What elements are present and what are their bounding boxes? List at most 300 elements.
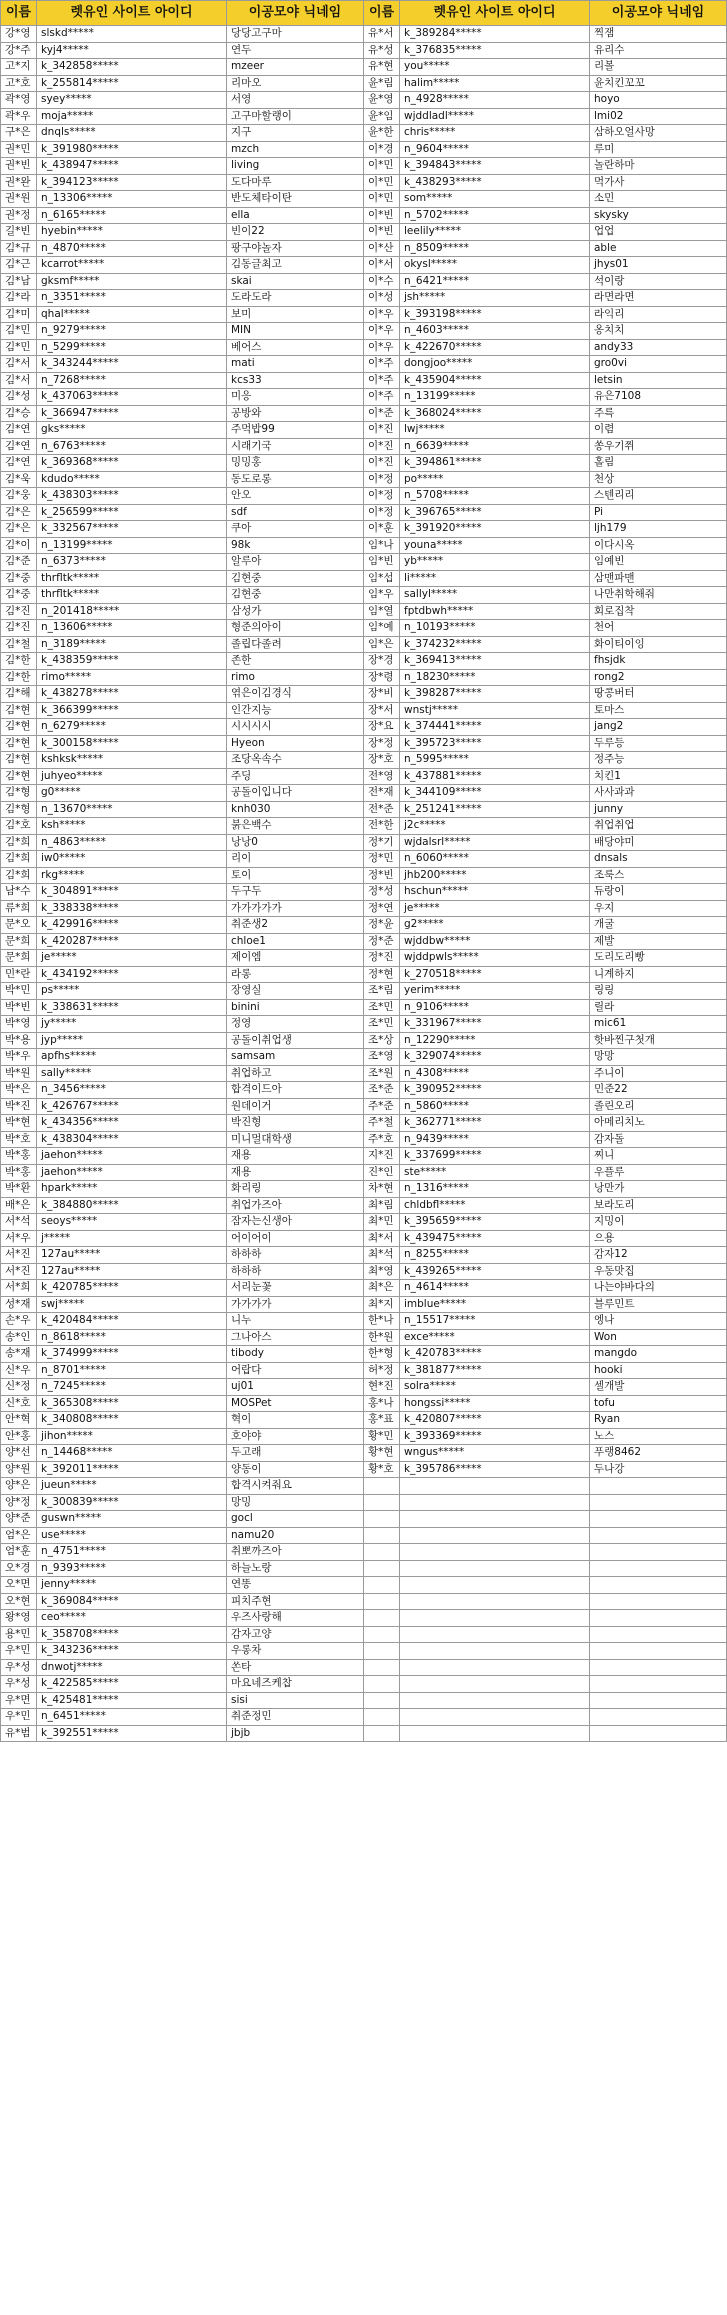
cell-name-right — [364, 1494, 400, 1511]
cell-name-left: 김*준 — [1, 554, 37, 571]
cell-id-right — [400, 1709, 590, 1726]
cell-nick-left: tibody — [227, 1346, 364, 1363]
cell-id-right: chldbfl***** — [400, 1197, 590, 1214]
cell-name-right: 임*섭 — [364, 570, 400, 587]
cell-name-left: 박*은 — [1, 1082, 37, 1099]
cell-id-left: k_422585***** — [37, 1676, 227, 1693]
cell-name-right: 진*인 — [364, 1164, 400, 1181]
cell-id-left: rkg***** — [37, 867, 227, 884]
table-row — [1, 851, 727, 868]
cell-nick-left: 화리링 — [227, 1181, 364, 1198]
cell-name-right: 이*경 — [364, 141, 400, 158]
cell-name-left: 오*면 — [1, 1577, 37, 1594]
cell-nick-left: samsam — [227, 1049, 364, 1066]
cell-nick-right: 감자12 — [590, 1247, 727, 1264]
cell-nick-left: 연두 — [227, 42, 364, 59]
cell-nick-right: 듀랑이 — [590, 884, 727, 901]
cell-name-right: 이*서 — [364, 257, 400, 274]
table-row — [1, 686, 727, 703]
cell-name-right: 임*열 — [364, 603, 400, 620]
cell-id-left: guswn***** — [37, 1511, 227, 1528]
cell-id-right: k_422670***** — [400, 339, 590, 356]
cell-name-left: 신*정 — [1, 1379, 37, 1396]
table-row — [1, 356, 727, 373]
cell-name-right: 정*윤 — [364, 917, 400, 934]
cell-nick-left: 형준의아이 — [227, 620, 364, 637]
cell-nick-left: mzeer — [227, 59, 364, 76]
table-row — [1, 1016, 727, 1033]
cell-id-left: dnqls***** — [37, 125, 227, 142]
cell-nick-left: 하하하 — [227, 1263, 364, 1280]
cell-name-right: 임*빈 — [364, 554, 400, 571]
cell-id-right: k_395723***** — [400, 735, 590, 752]
cell-nick-left: 베어스 — [227, 339, 364, 356]
cell-name-left: 류*희 — [1, 900, 37, 917]
cell-id-right: g2***** — [400, 917, 590, 934]
cell-nick-right: 회로집착 — [590, 603, 727, 620]
cell-name-left: 김*철 — [1, 636, 37, 653]
cell-nick-right: 나는야바다의 — [590, 1280, 727, 1297]
cell-nick-left: 지구 — [227, 125, 364, 142]
cell-id-left: k_369084***** — [37, 1593, 227, 1610]
cell-name-right: 정*현 — [364, 966, 400, 983]
cell-id-left: jueun***** — [37, 1478, 227, 1495]
cell-id-right: n_4928***** — [400, 92, 590, 109]
cell-id-right — [400, 1511, 590, 1528]
cell-id-left: k_374999***** — [37, 1346, 227, 1363]
cell-id-right: leelily***** — [400, 224, 590, 241]
table-row — [1, 1511, 727, 1528]
cell-id-left: k_304891***** — [37, 884, 227, 901]
cell-name-left: 박*우 — [1, 1049, 37, 1066]
cell-name-left: 문*희 — [1, 950, 37, 967]
cell-name-left: 안*홍 — [1, 1428, 37, 1445]
cell-nick-right: 홀림 — [590, 455, 727, 472]
cell-name-left: 박*홍 — [1, 1164, 37, 1181]
cell-nick-left: 잠자는신생아 — [227, 1214, 364, 1231]
cell-name-right — [364, 1725, 400, 1742]
cell-id-right: k_329074***** — [400, 1049, 590, 1066]
cell-nick-right: 블루민트 — [590, 1296, 727, 1313]
cell-nick-right: jhys01 — [590, 257, 727, 274]
cell-name-left: 김*한 — [1, 653, 37, 670]
table-row — [1, 653, 727, 670]
cell-name-right — [364, 1610, 400, 1627]
cell-nick-right: 사사과과 — [590, 785, 727, 802]
cell-nick-right: 찌니 — [590, 1148, 727, 1165]
cell-name-right: 조*원 — [364, 1065, 400, 1082]
cell-id-right: dongjoo***** — [400, 356, 590, 373]
cell-nick-left: 밍밍홍 — [227, 455, 364, 472]
cell-name-left: 김*현 — [1, 752, 37, 769]
cell-name-left: 김*현 — [1, 735, 37, 752]
cell-nick-left: mzch — [227, 141, 364, 158]
cell-name-right: 이*빈 — [364, 224, 400, 241]
cell-id-right: sallyl***** — [400, 587, 590, 604]
cell-name-left: 양*준 — [1, 1511, 37, 1528]
cell-name-right: 이*산 — [364, 240, 400, 257]
cell-name-right: 이*정 — [364, 471, 400, 488]
cell-name-right — [364, 1643, 400, 1660]
cell-name-right: 장*요 — [364, 719, 400, 736]
cell-id-right: n_6639***** — [400, 438, 590, 455]
cell-name-right: 임*은 — [364, 636, 400, 653]
cell-id-right: n_15517***** — [400, 1313, 590, 1330]
cell-id-left: je***** — [37, 950, 227, 967]
cell-name-left: 김*연 — [1, 455, 37, 472]
cell-id-left: qhal***** — [37, 306, 227, 323]
cell-id-left: k_394123***** — [37, 174, 227, 191]
table-row — [1, 950, 727, 967]
cell-nick-right: 릴라 — [590, 999, 727, 1016]
cell-name-right: 조*민 — [364, 1016, 400, 1033]
cell-nick-right — [590, 1626, 727, 1643]
cell-name-left: 김*서 — [1, 372, 37, 389]
cell-nick-left: 하늘노랑 — [227, 1560, 364, 1577]
cell-nick-right: 푸랭8462 — [590, 1445, 727, 1462]
cell-name-left: 서*진 — [1, 1247, 37, 1264]
cell-id-left: k_366947***** — [37, 405, 227, 422]
cell-id-left: k_384880***** — [37, 1197, 227, 1214]
table-row — [1, 768, 727, 785]
cell-nick-right: 유리수 — [590, 42, 727, 59]
table-row — [1, 108, 727, 125]
table-row — [1, 521, 727, 538]
cell-nick-right: able — [590, 240, 727, 257]
cell-id-left: n_6165***** — [37, 207, 227, 224]
cell-name-right: 이*진 — [364, 438, 400, 455]
cell-name-left: 김*중 — [1, 570, 37, 587]
header-nick-right: 이공모야 닉네임 — [590, 1, 727, 26]
cell-name-left: 손*우 — [1, 1313, 37, 1330]
cell-nick-left: rimo — [227, 669, 364, 686]
cell-nick-right: 우동맛집 — [590, 1263, 727, 1280]
cell-nick-right: 먹가사 — [590, 174, 727, 191]
cell-name-right — [364, 1626, 400, 1643]
cell-name-left: 문*오 — [1, 917, 37, 934]
cell-id-right: hongssi***** — [400, 1395, 590, 1412]
cell-nick-right: 조룩스 — [590, 867, 727, 884]
cell-nick-left: 당당고구마 — [227, 26, 364, 43]
table-row — [1, 818, 727, 835]
cell-name-left: 곽*영 — [1, 92, 37, 109]
cell-name-right: 한*형 — [364, 1346, 400, 1363]
cell-nick-left: binini — [227, 999, 364, 1016]
cell-id-right: n_9439***** — [400, 1131, 590, 1148]
cell-name-right: 유*서 — [364, 26, 400, 43]
cell-name-left: 김*형 — [1, 801, 37, 818]
cell-id-right: n_13199***** — [400, 389, 590, 406]
cell-id-right — [400, 1676, 590, 1693]
cell-nick-left: 쿠아 — [227, 521, 364, 538]
cell-nick-right: 민준22 — [590, 1082, 727, 1099]
cell-nick-right: 링링 — [590, 983, 727, 1000]
cell-id-left: k_340808***** — [37, 1412, 227, 1429]
cell-name-left: 김*한 — [1, 669, 37, 686]
cell-nick-left: mati — [227, 356, 364, 373]
cell-nick-right: 보라도리 — [590, 1197, 727, 1214]
cell-nick-left: 그나아스 — [227, 1329, 364, 1346]
cell-id-right: k_395659***** — [400, 1214, 590, 1231]
cell-id-right: n_5995***** — [400, 752, 590, 769]
cell-id-left: juhyeo***** — [37, 768, 227, 785]
table-row — [1, 570, 727, 587]
cell-name-left: 권*완 — [1, 174, 37, 191]
header-id-left: 렛유인 사이트 아이디 — [37, 1, 227, 26]
cell-id-left: k_437063***** — [37, 389, 227, 406]
cell-name-right: 주*준 — [364, 1098, 400, 1115]
table-row — [1, 1461, 727, 1478]
cell-nick-left: 서리눈꽃 — [227, 1280, 364, 1297]
cell-name-left: 배*은 — [1, 1197, 37, 1214]
cell-id-right: k_437881***** — [400, 768, 590, 785]
cell-name-right: 조*영 — [364, 1049, 400, 1066]
cell-nick-right: 으용 — [590, 1230, 727, 1247]
cell-id-right: k_368024***** — [400, 405, 590, 422]
cell-name-left: 김*민 — [1, 323, 37, 340]
cell-nick-left: 제이엠 — [227, 950, 364, 967]
cell-id-left: syey***** — [37, 92, 227, 109]
cell-name-left: 문*희 — [1, 933, 37, 950]
cell-name-left: 박*홍 — [1, 1148, 37, 1165]
cell-name-right: 장*정 — [364, 735, 400, 752]
cell-name-right: 장*경 — [364, 653, 400, 670]
cell-name-right: 이*주 — [364, 389, 400, 406]
cell-id-left: n_6373***** — [37, 554, 227, 571]
table-row — [1, 1280, 727, 1297]
cell-id-left: k_332567***** — [37, 521, 227, 538]
cell-name-left: 양*선 — [1, 1445, 37, 1462]
cell-name-right — [364, 1692, 400, 1709]
cell-nick-left: sdf — [227, 504, 364, 521]
cell-nick-right: 졸린오리 — [590, 1098, 727, 1115]
cell-name-right — [364, 1577, 400, 1594]
table-row — [1, 141, 727, 158]
cell-id-left: k_438304***** — [37, 1131, 227, 1148]
cell-id-left: gksmf***** — [37, 273, 227, 290]
table-row — [1, 1395, 727, 1412]
cell-id-left: n_3456***** — [37, 1082, 227, 1099]
cell-nick-right: 이다시옥 — [590, 537, 727, 554]
cell-name-left: 김*현 — [1, 768, 37, 785]
cell-nick-right: 스텐리리 — [590, 488, 727, 505]
cell-nick-left: 망밍 — [227, 1494, 364, 1511]
cell-nick-left: 취준생2 — [227, 917, 364, 934]
cell-nick-right: 유은7108 — [590, 389, 727, 406]
cell-nick-left: 도다마루 — [227, 174, 364, 191]
table-row — [1, 1296, 727, 1313]
table-row — [1, 1164, 727, 1181]
cell-nick-left: sisi — [227, 1692, 364, 1709]
cell-nick-right: skysky — [590, 207, 727, 224]
cell-nick-left: 팡구야놀자 — [227, 240, 364, 257]
cell-nick-right: 놀란하마 — [590, 158, 727, 175]
cell-id-right: n_4308***** — [400, 1065, 590, 1082]
cell-name-left: 신*우 — [1, 1362, 37, 1379]
table-row — [1, 933, 727, 950]
cell-id-left: apfhs***** — [37, 1049, 227, 1066]
cell-nick-left: 원데이거 — [227, 1098, 364, 1115]
table-row — [1, 455, 727, 472]
cell-id-right: k_396765***** — [400, 504, 590, 521]
cell-name-left: 김*남 — [1, 273, 37, 290]
cell-nick-left: 정영 — [227, 1016, 364, 1033]
cell-id-left: jaehon***** — [37, 1148, 227, 1165]
cell-id-right — [400, 1560, 590, 1577]
cell-name-right: 정*민 — [364, 851, 400, 868]
cell-nick-right: 옹치치 — [590, 323, 727, 340]
cell-id-right: k_439265***** — [400, 1263, 590, 1280]
table-row — [1, 1659, 727, 1676]
cell-id-left: k_338338***** — [37, 900, 227, 917]
cell-nick-left: 시래기국 — [227, 438, 364, 455]
cell-name-left: 구*은 — [1, 125, 37, 142]
cell-nick-right: 주니이 — [590, 1065, 727, 1082]
cell-name-right: 황*민 — [364, 1428, 400, 1445]
cell-nick-right: 제발 — [590, 933, 727, 950]
cell-name-left: 김*진 — [1, 603, 37, 620]
cell-nick-right: 도리도리빵 — [590, 950, 727, 967]
table-row — [1, 1610, 727, 1627]
cell-name-right: 윤*임 — [364, 108, 400, 125]
cell-name-right: 장*비 — [364, 686, 400, 703]
table-row — [1, 702, 727, 719]
cell-id-right: lwj***** — [400, 422, 590, 439]
cell-name-left: 김*중 — [1, 587, 37, 604]
cell-name-left: 김*희 — [1, 867, 37, 884]
cell-nick-right: 임예빈 — [590, 554, 727, 571]
cell-id-left: slskd***** — [37, 26, 227, 43]
cell-name-right: 이*정 — [364, 504, 400, 521]
table-row — [1, 1379, 727, 1396]
table-row — [1, 389, 727, 406]
cell-nick-left: 존한 — [227, 653, 364, 670]
table-row — [1, 1197, 727, 1214]
table-row — [1, 290, 727, 307]
cell-nick-left: 니누 — [227, 1313, 364, 1330]
cell-id-left: k_425481***** — [37, 1692, 227, 1709]
cell-nick-right: jang2 — [590, 719, 727, 736]
table-row — [1, 257, 727, 274]
table-row — [1, 834, 727, 851]
cell-nick-left: chloe1 — [227, 933, 364, 950]
table-row — [1, 1230, 727, 1247]
cell-id-right: k_374232***** — [400, 636, 590, 653]
cell-name-right: 이*빈 — [364, 207, 400, 224]
cell-id-left: k_420785***** — [37, 1280, 227, 1297]
cell-name-left: 김*성 — [1, 389, 37, 406]
cell-id-right — [400, 1593, 590, 1610]
cell-nick-right — [590, 1511, 727, 1528]
cell-id-left: kshksk***** — [37, 752, 227, 769]
table-row — [1, 1428, 727, 1445]
table-row — [1, 1346, 727, 1363]
cell-id-left: n_14468***** — [37, 1445, 227, 1462]
cell-name-left: 곽*우 — [1, 108, 37, 125]
cell-id-left: k_420287***** — [37, 933, 227, 950]
cell-name-left: 권*정 — [1, 207, 37, 224]
table-row — [1, 1131, 727, 1148]
table-row — [1, 587, 727, 604]
cell-id-left: ps***** — [37, 983, 227, 1000]
cell-nick-right: 취업취업 — [590, 818, 727, 835]
cell-name-right: 이*정 — [364, 488, 400, 505]
cell-id-right: n_4603***** — [400, 323, 590, 340]
cell-name-right: 이*진 — [364, 455, 400, 472]
table-row — [1, 422, 727, 439]
cell-id-left: n_7245***** — [37, 1379, 227, 1396]
cell-name-left: 안*혁 — [1, 1412, 37, 1429]
cell-id-right: n_8255***** — [400, 1247, 590, 1264]
cell-name-left: 권*민 — [1, 141, 37, 158]
cell-name-left: 유*범 — [1, 1725, 37, 1742]
cell-id-left: n_3351***** — [37, 290, 227, 307]
cell-id-right: n_12290***** — [400, 1032, 590, 1049]
table-row — [1, 1032, 727, 1049]
cell-id-left: swj***** — [37, 1296, 227, 1313]
cell-name-left: 박*빈 — [1, 999, 37, 1016]
table-row — [1, 669, 727, 686]
cell-id-right: hschun***** — [400, 884, 590, 901]
cell-nick-right: dnsals — [590, 851, 727, 868]
table-row — [1, 752, 727, 769]
cell-id-left: n_201418***** — [37, 603, 227, 620]
cell-id-right — [400, 1659, 590, 1676]
cell-nick-left: 안오 — [227, 488, 364, 505]
cell-name-right — [364, 1593, 400, 1610]
cell-nick-right: 셀개발 — [590, 1379, 727, 1396]
cell-nick-left: 엮은이김경식 — [227, 686, 364, 703]
cell-name-left: 김*형 — [1, 785, 37, 802]
cell-nick-left: 혁이 — [227, 1412, 364, 1429]
cell-nick-left: 김동글최고 — [227, 257, 364, 274]
cell-nick-right: 니계하지 — [590, 966, 727, 983]
cell-id-right: n_1316***** — [400, 1181, 590, 1198]
cell-name-right: 이*우 — [364, 323, 400, 340]
cell-name-left: 김*현 — [1, 719, 37, 736]
cell-nick-right: 우플루 — [590, 1164, 727, 1181]
cell-name-left: 김*승 — [1, 405, 37, 422]
cell-name-left: 박*호 — [1, 1131, 37, 1148]
cell-nick-right: 치킨1 — [590, 768, 727, 785]
table-row — [1, 1445, 727, 1462]
cell-name-right: 한*나 — [364, 1313, 400, 1330]
cell-nick-right — [590, 1610, 727, 1627]
cell-name-left: 김*진 — [1, 620, 37, 637]
cell-name-left: 김*희 — [1, 834, 37, 851]
cell-id-right: okysl***** — [400, 257, 590, 274]
cell-id-left: kyj4***** — [37, 42, 227, 59]
cell-name-left: 박*영 — [1, 1016, 37, 1033]
cell-name-left: 서*우 — [1, 1230, 37, 1247]
cell-id-left: hpark***** — [37, 1181, 227, 1198]
cell-name-right: 지*진 — [364, 1148, 400, 1165]
cell-id-left: iw0***** — [37, 851, 227, 868]
cell-name-right: 정*연 — [364, 900, 400, 917]
table-row — [1, 339, 727, 356]
cell-name-right: 한*원 — [364, 1329, 400, 1346]
table-row — [1, 636, 727, 653]
cell-id-left: n_13199***** — [37, 537, 227, 554]
cell-id-right: n_5860***** — [400, 1098, 590, 1115]
cell-nick-left: 공돌이입니다 — [227, 785, 364, 802]
cell-id-right — [400, 1577, 590, 1594]
cell-name-left: 박*현 — [1, 1115, 37, 1132]
cell-nick-left: ella — [227, 207, 364, 224]
cell-nick-left: 김현중 — [227, 570, 364, 587]
cell-nick-right: 개굴 — [590, 917, 727, 934]
cell-name-right: 임*우 — [364, 587, 400, 604]
